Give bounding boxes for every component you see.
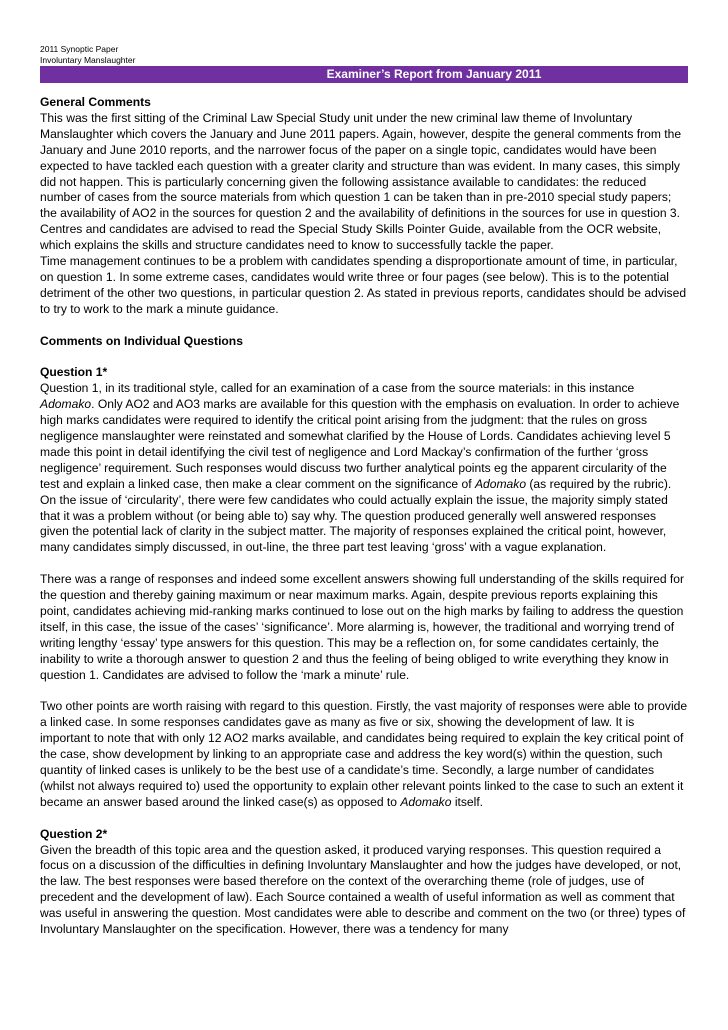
case-name: Adomako — [40, 397, 92, 412]
question-2-paragraph-1: Given the breadth of this topic area and the question asked, it produced varying responses. This question required a focus on a discussion of the difficulties in defining Involuntary Manslaughter and how the judges have developed, or not, the law. The best responses were based therefore on the context of the overarching theme (role of judges, use of precedent and the development of law). Each Source contained a wealth of useful information as well as comment that was useful in answering the question. Most candidates were able to describe and comment on the two (or three) types of Involuntary Manslaughter on the specification. However, there was a tendency for many — [40, 842, 686, 937]
question-1-paragraph-1 — [40, 381, 688, 556]
general-paragraph-2: Time management continues to be a problem with candidates spending a disproportionate amount of time, in particular, on question 1. In some extreme cases, candidates would write three or four pages (see below). This is to the potential detriment of the other two questions, in particular question 2. As stated in previous reports, candidates should be advised to try to work to the mark a minute guidance. — [40, 254, 687, 316]
q1-p1-text-c: (as required by the rubric). On the issue of ‘circularity’, there were few candidates who could actually explain the issue, the majority simply stated that it was a problem without (or being able to) say why. The question produced generally well answered responses given the potential lack of clarity in the subject matter. The majority of responses explained the critical point, however, many candidates simply discussed, in out-line, the three part test leaving ‘gross’ with a vague explanation. — [40, 476, 672, 555]
question-1-paragraph-2: There was a range of responses and indeed some excellent answers showing full understanding of the skills required for the question and thereby gaining maximum or near maximum marks. Again, despite previous reports explaining this point, candidates achieving mid-ranking marks continued to lose out on the high marks by failing to address the question itself, in this case, the issue of the cases’ ‘significance’. More alarming is, however, the traditional and worrying trend of writing lengthy ‘essay’ type answers for this question. This may be a reflection on, for some candidates certainly, the inability to write a thorough answer to question 2 and thus the feeling of being obliged to write everything they know in question 1. Candidates are advised to follow the ‘mark a minute’ rule. — [40, 572, 685, 682]
report-body — [40, 95, 688, 938]
question-1-heading: Question 1* — [40, 365, 108, 380]
header-line-1: 2011 Synoptic Paper — [40, 44, 119, 54]
case-name: Adomako — [400, 794, 452, 809]
general-paragraph-1: This was the first sitting of the Criminal Law Special Study unit under the new criminal law theme of Involuntary Manslaughter which covers the January and June 2011 papers. Again, however, despite the general comments from the January and June 2010 reports, and the narrower focus of the paper on a single topic, candidates would have been expected to have tackled each question with a greater clarity and structure than was evident. In many cases, this simply did not happen. This is particularly concerning given the following assistance available to candidates: the reduced number of cases from the source materials from which question 1 can be taken than in pre-2010 special study papers; the availability of AO2 in the sources for question 2 and the availability of definitions in the sources for use in question 3. Centres and candidates are advised to read the Special Study Skills Pointer Guide, available from the OCR website, which explains the skills and structure candidates need to know to successfully tackle the paper. — [40, 110, 682, 253]
case-name: Adomako — [474, 476, 527, 491]
individual-questions-heading: Comments on Individual Questions — [40, 333, 243, 348]
q1-p1-text-b: . Only AO2 and AO3 marks are available for this question with the emphasis on evaluation. In order to achieve high marks candidates were required to identify the critical point arising from the judgment: that the rules on gross negligence manslaughter were reinstated and somewhat clarified by the House of Lords. Candidates achieving level 5 made this point in detail identifying the civil test of negligence and Lord Mackay’s confirmation of the further ‘gross negligence’ requirement. Such responses would discuss two further analytical points eg the apparent circularity of the test and explain a linked case, then make a clear comment on the significance of — [40, 397, 680, 491]
report-banner: Examiner’s Report from January 2011 — [40, 66, 688, 83]
header-line-2: Involuntary Manslaughter — [40, 55, 136, 65]
document-page — [40, 44, 688, 938]
question-1-paragraph-3 — [40, 699, 688, 810]
q1-p3-text-b: itself. — [451, 794, 484, 809]
question-2-heading: Question 2* — [40, 826, 108, 841]
q1-p1-text-a: Question 1, in its traditional style, called for an examination of a case from the source materials: in this instance — [40, 381, 635, 396]
general-comments-heading: General Comments — [40, 95, 151, 109]
q1-p3-text-a: Two other points are worth raising with regard to this question. Firstly, the vast majority of responses were able to provide a linked case. In some responses candidates gave as many as five or six, showing the development of law. It is important to note that with only 12 AO2 marks available, and candidates being required to explain the key critical point of the case, show development by linking to an appropriate case and address the key word(s) within the question, such quantity of linked cases is unlikely to be the best use of a candidate’s time. Secondly, a large number of candidates (whilst not always required to) used the opportunity to explain other relevant points linked to the case to such an extent it became an answer based around the linked case(s) as opposed to — [40, 699, 688, 809]
